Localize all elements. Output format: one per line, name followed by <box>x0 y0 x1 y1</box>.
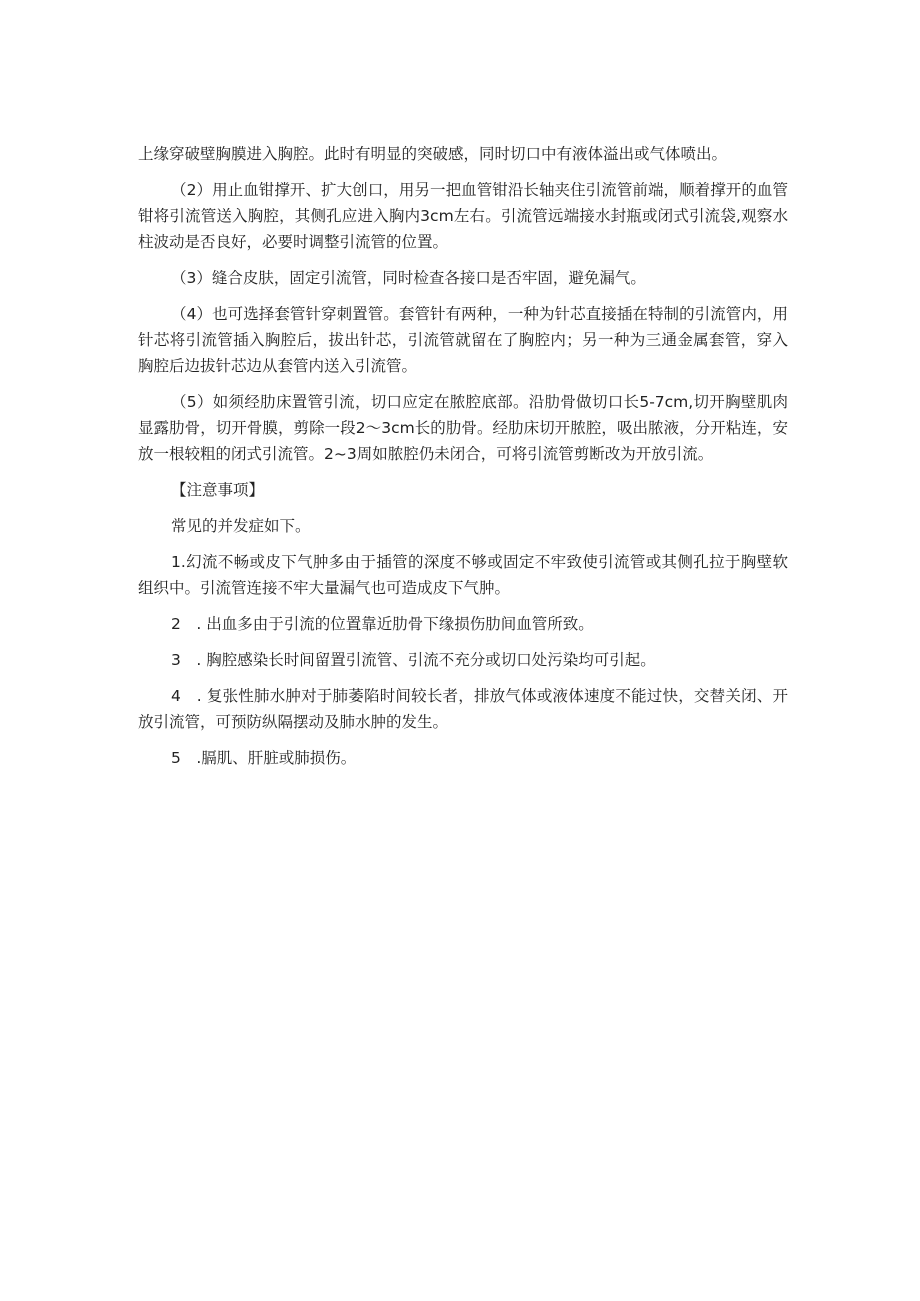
section-heading-notes: 【注意事项】 <box>171 481 265 499</box>
paragraph-complications-intro: 常见的并发症如下。 <box>171 517 311 535</box>
paragraph-step-4: （4）也可选择套管针穿刺置管。套管针有两种，一种为针芯直接插在特制的引流管内，用针芯将引流管插入胸腔后，拔出针芯，引流管就留在了胸腔内；另一种为三通金属套管，穿入胸腔后边拔针芯边从套管内送入引流管。 <box>138 305 788 375</box>
list-item-complication-5: 5 .膈肌、肝脏或肺损伤。 <box>171 749 357 767</box>
list-item-complication-2: 2 . 出血多由于引流的位置靠近肋骨下缘损伤肋间血管所致。 <box>171 615 594 633</box>
list-item-complication-4: 4 . 复张性肺水肿对于肺萎陷时间较长者，排放气体或液体速度不能过快，交替关闭、开放引流管，可预防纵隔摆动及肺水肿的发生。 <box>138 687 788 731</box>
paragraph-step-3: （3）缝合皮肤，固定引流管，同时检查各接口是否牢固，避免漏气。 <box>171 269 646 287</box>
list-item-complication-3: 3 . 胸腔感染长时间留置引流管、引流不充分或切口处污染均可引起。 <box>171 651 656 669</box>
paragraph-step-2: （2）用止血钳撑开、扩大创口，用另一把血管钳沿长轴夹住引流管前端，顺着撑开的血管钳将引流管送入胸腔，其侧孔应进入胸内3cm左右。引流管远端接水封瓶或闭式引流袋,观察水柱波动是否良好，必要时调整引流管的位置。 <box>138 181 788 251</box>
document-body <box>138 141 788 781</box>
list-item-complication-1: 1.幻流不畅或皮下气肿多由于插管的深度不够或固定不牢致使引流管或其侧孔拉于胸壁软组织中。引流管连接不牢大量漏气也可造成皮下气肿。 <box>138 553 788 597</box>
paragraph-step-5: （5）如须经肋床置管引流，切口应定在脓腔底部。沿肋骨做切口长5-7cm,切开胸壁肌肉显露肋骨，切开骨膜，剪除一段2～3cm长的肋骨。经肋床切开脓腔，吸出脓液，分开粘连，安放一根较粗的闭式引流管。2~3周如脓腔仍未闭合，可将引流管剪断改为开放引流。 <box>138 393 788 463</box>
paragraph-continuation: 上缘穿破壁胸膜进入胸腔。此时有明显的突破感，同时切口中有液体溢出或气体喷出。 <box>138 145 728 163</box>
